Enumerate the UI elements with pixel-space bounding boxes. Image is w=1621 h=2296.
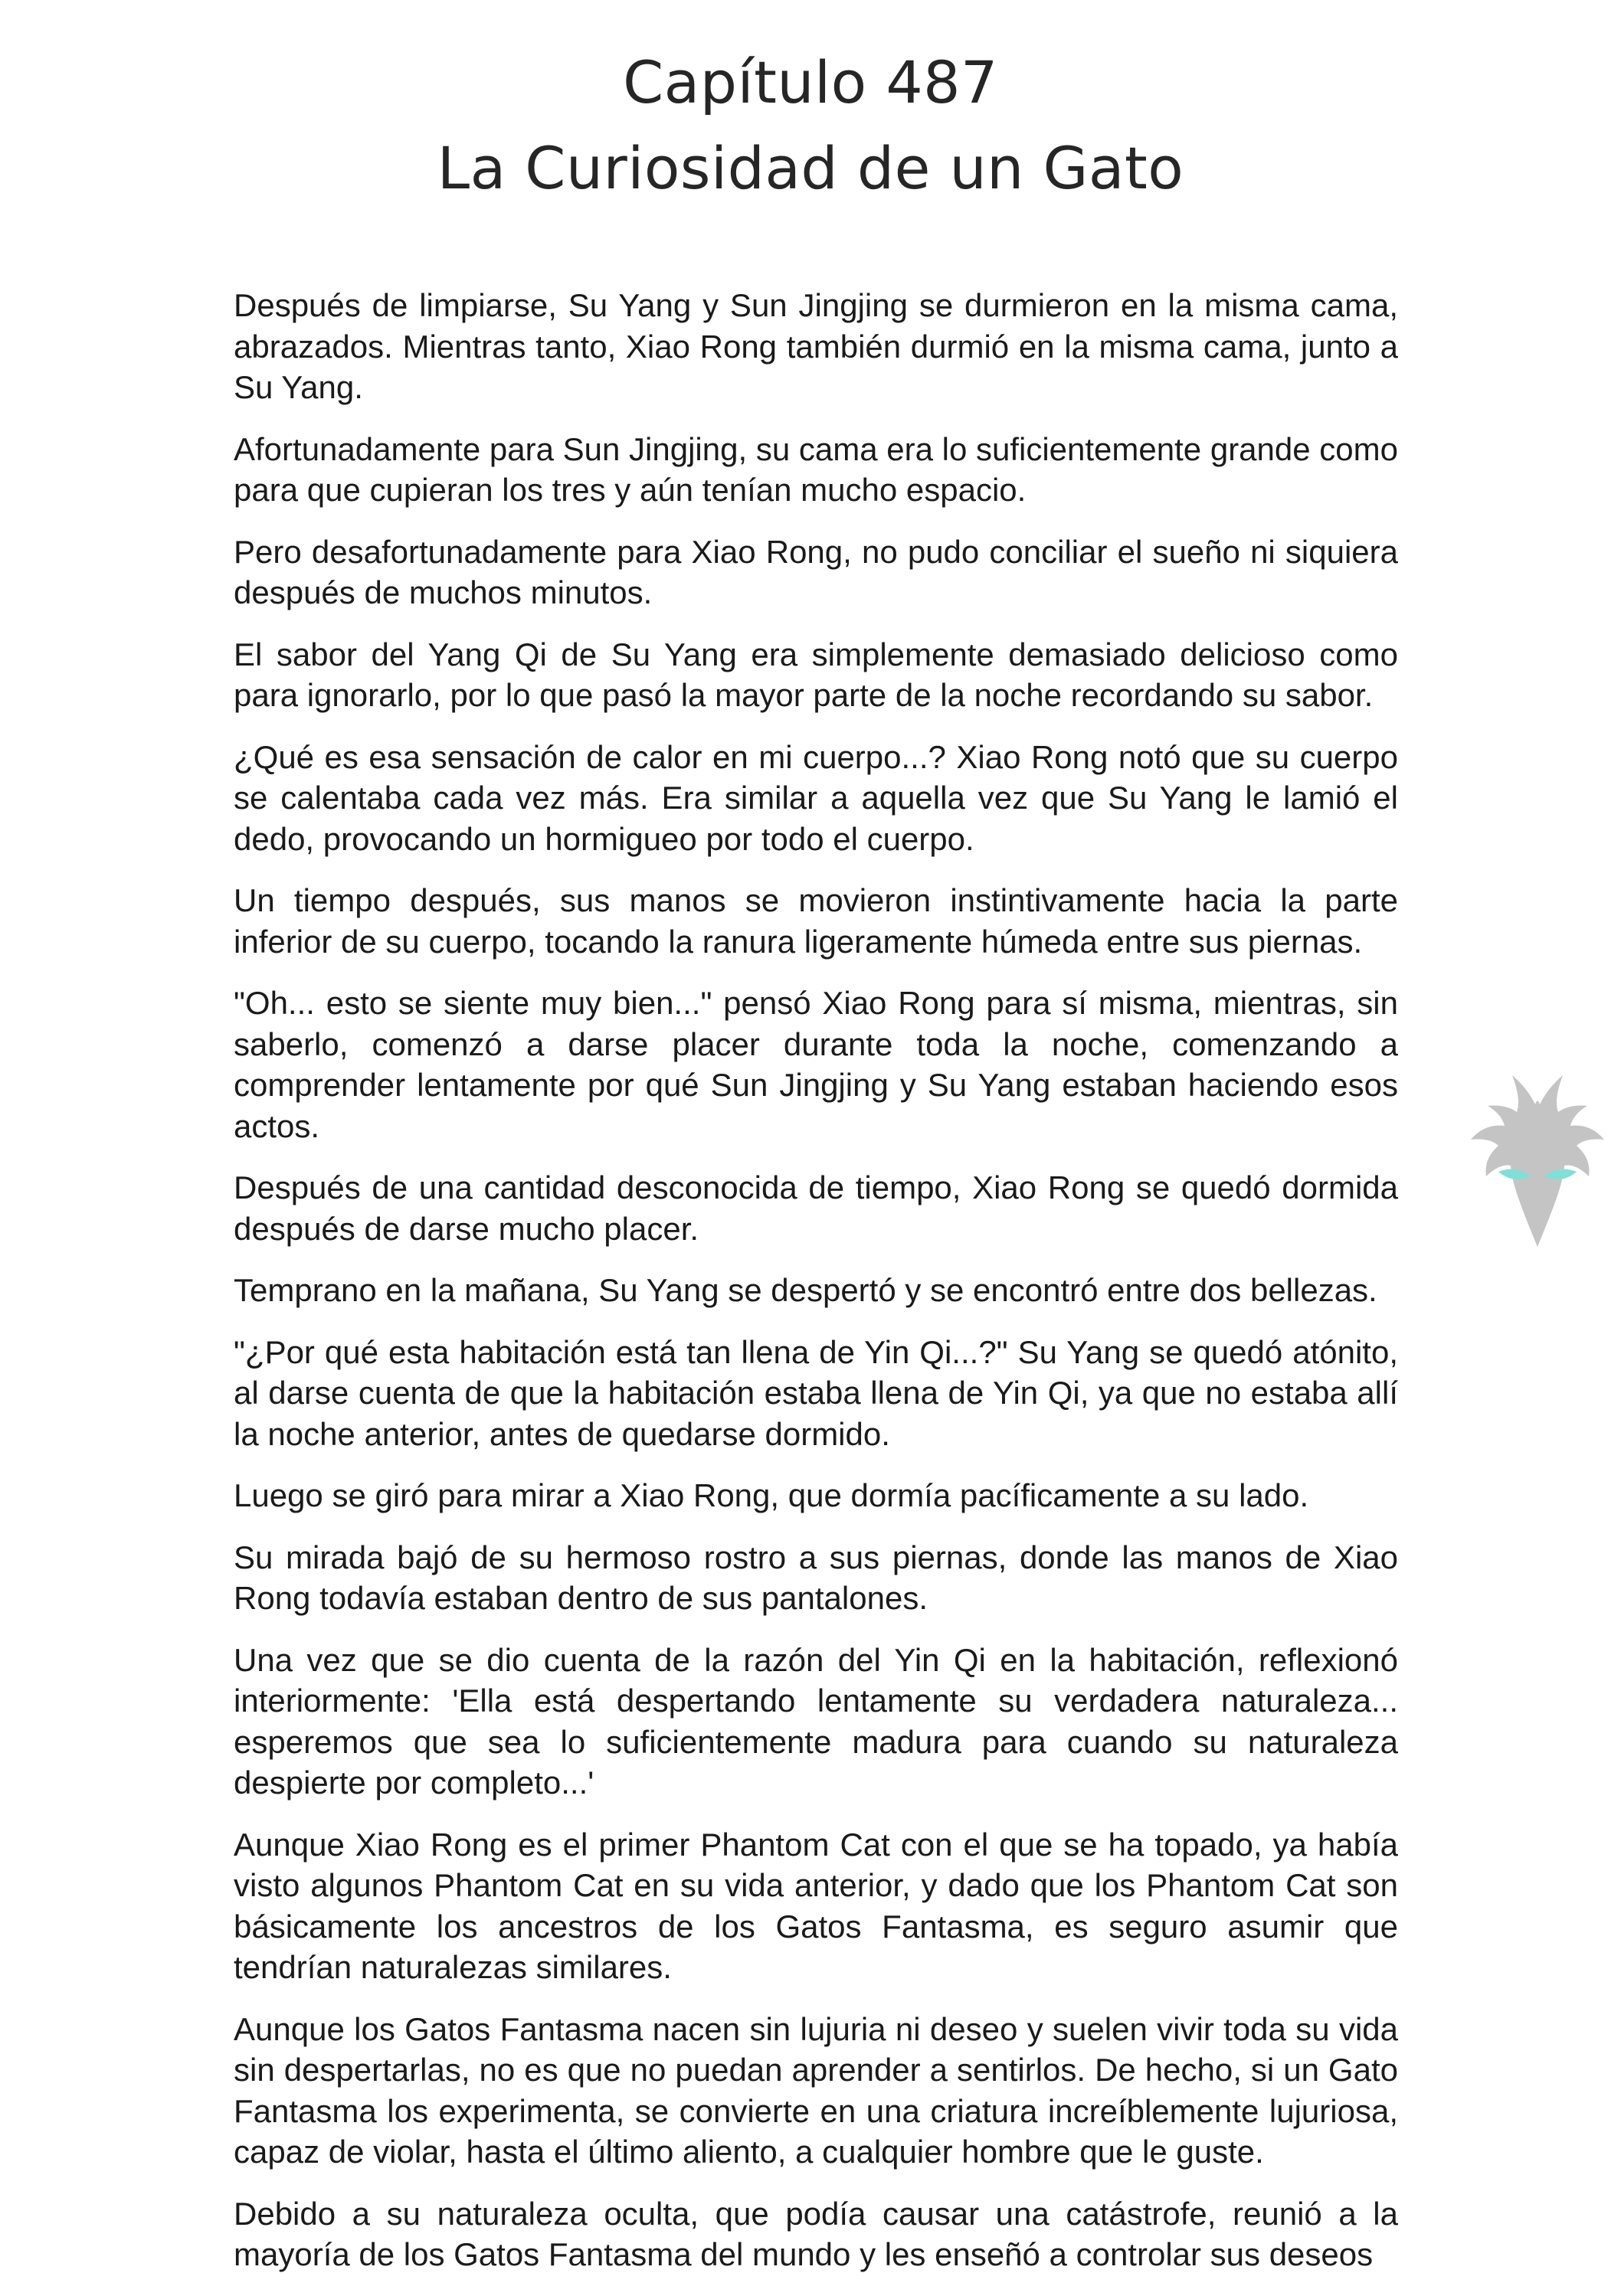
watermark-head-shape <box>1471 1075 1604 1247</box>
chapter-number: Capítulo 487 <box>623 48 998 116</box>
paragraph: Debido a su naturaleza oculta, que podía causar una catástrofe, reunió a la mayoría de los Gatos Fantasma del mundo y les enseñó a controlar sus deseos <box>234 2195 1398 2272</box>
paragraph: Pero desafortunadamente para Xiao Rong, no pudo conciliar el sueño ni siquiera después de muchos minutos. <box>234 533 1398 610</box>
demon-head-icon <box>1465 1069 1610 1253</box>
paragraph: Afortunadamente para Sun Jingjing, su cama era lo suficientemente grande como para que cupieran los tres y aún tenían mucho espacio. <box>234 430 1398 508</box>
chapter-title: La Curiosidad de un Gato <box>437 134 1184 202</box>
chapter-heading <box>0 40 1621 211</box>
paragraph: "¿Por qué esta habitación está tan llena de Yin Qi...?" Su Yang se quedó atónito, al darse cuenta de que la habitación estaba llena de Yin Qi, ya que no estaba allí la noche anterior, antes de quedarse dormido. <box>234 1333 1398 1452</box>
paragraph: Aunque los Gatos Fantasma nacen sin lujuria ni deseo y suelen vivir toda su vida sin despertarlas, no es que no puedan aprender a sentirlos. De hecho, si un Gato Fantasma los experimenta, se convierte en una criatura increíblemente lujuriosa, capaz de violar, hasta el último aliento, a cualquier hombre que le guste. <box>234 2010 1398 2170</box>
paragraph: "Oh... esto se siente muy bien..." pensó Xiao Rong para sí misma, mientras, sin saberlo, comenzó a darse placer durante toda la noche, comenzando a comprender lentamente por qué Sun Jingjing y Su Yang estaban haciendo esos actos. <box>234 985 1398 1144</box>
chapter-body <box>234 285 1398 2296</box>
paragraph: El sabor del Yang Qi de Su Yang era simplemente demasiado delicioso como para ignorarlo, por lo que pasó la mayor parte de la noche recordando su sabor. <box>234 636 1398 713</box>
paragraph: Después de una cantidad desconocida de tiempo, Xiao Rong se quedó dormida después de darse mucho placer. <box>234 1169 1398 1247</box>
paragraph: Después de limpiarse, Su Yang y Sun Jingjing se durmieron en la misma cama, abrazados. Mientras tanto, Xiao Rong también durmió en la misma cama, junto a Su Yang. <box>234 287 1398 405</box>
paragraph: Una vez que se dio cuenta de la razón del Yin Qi en la habitación, reflexionó interiormente: 'Ella está despertando lentamente su verdadera naturaleza... esperemos que sea lo suficientemente madura para cuando su naturaleza despierte por completo...' <box>234 1641 1398 1800</box>
paragraph: Luego se giró para mirar a Xiao Rong, que dormía pacíficamente a su lado. <box>234 1477 1309 1513</box>
paragraph: Temprano en la mañana, Su Yang se despertó y se encontró entre dos bellezas. <box>234 1272 1377 1308</box>
paragraph: ¿Qué es esa sensación de calor en mi cuerpo...? Xiao Rong notó que su cuerpo se calentaba cada vez más. Era similar a aquella vez que Su Yang le lamió el dedo, provocando un hormigueo por todo el cuerpo. <box>234 738 1398 857</box>
paragraph: Un tiempo después, sus manos se movieron instintivamente hacia la parte inferior de su cuerpo, tocando la ranura ligeramente húmeda entre sus piernas. <box>234 882 1398 960</box>
paragraph: Su mirada bajó de su hermoso rostro a sus piernas, donde las manos de Xiao Rong todavía estaban dentro de sus pantalones. <box>234 1539 1398 1616</box>
paragraph: Aunque Xiao Rong es el primer Phantom Cat con el que se ha topado, ya había visto algunos Phantom Cat en su vida anterior, y dado que los Phantom Cat son básicamente los ancestros de los Gatos Fantasma, es seguro asumir que tendrían naturalezas similares. <box>234 1826 1398 1985</box>
